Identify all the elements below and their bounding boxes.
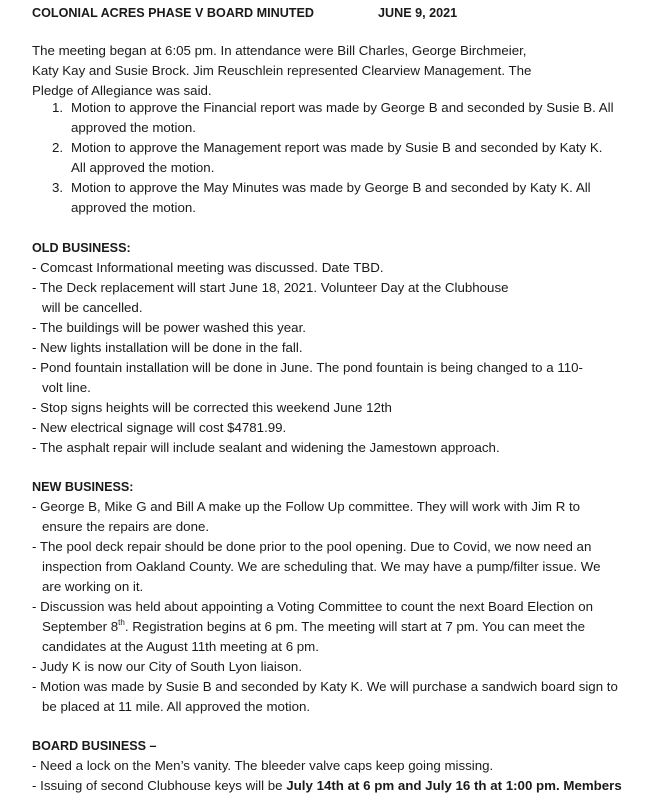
intro-paragraph [32, 41, 642, 101]
motion-text: Motion to approve the Financial report was made by George B and seconded by Susie B. All [71, 100, 614, 115]
motions-list [32, 98, 642, 218]
list-item: - Need a lock on the Men’s vanity. The bleeder valve caps keep going missing. [32, 758, 494, 773]
section-heading: OLD BUSINESS: [32, 241, 131, 255]
list-item: - New electrical signage will cost $4781.99. [32, 420, 287, 435]
old-business-section [32, 238, 642, 458]
list-item-continuation: will be cancelled. [42, 300, 143, 315]
meeting-date: JUNE 9, 2021 [378, 6, 458, 20]
motion-item [32, 138, 642, 178]
key-dates-text: July 14th at 6 pm and July 16 th at 1:00 pm. Members [286, 778, 622, 793]
list-item-continuation [32, 617, 642, 637]
ordinal-suffix: th [118, 617, 125, 627]
motion-text: Motion to approve the Management report was made by Susie B and seconded by Katy K. [71, 140, 603, 155]
motion-text: All approved the motion. [71, 160, 215, 175]
list-item-text: - Issuing of second Clubhouse keys will be [32, 778, 287, 793]
list-item: - The buildings will be power washed this year. [32, 320, 306, 335]
list-item-continuation: inspection from Oakland County. We are scheduling that. We may have a pump/filter issue. We [42, 559, 601, 574]
list-item: - Stop signs heights will be corrected this weekend June 12th [32, 400, 392, 415]
list-item: - The pool deck repair should be done prior to the pool opening. Due to Covid, we now need an [32, 539, 592, 554]
intro-line: The meeting began at 6:05 pm. In attendance were Bill Charles, George Birchmeier, [32, 43, 527, 58]
document-title-line [32, 3, 642, 23]
new-business-section [32, 477, 642, 717]
section-heading: NEW BUSINESS: [32, 480, 134, 494]
list-item: - Discussion was held about appointing a Voting Committee to count the next Board Election on [32, 599, 594, 614]
list-item: - George B, Mike G and Bill A make up the Follow Up committee. They will work with Jim R to [32, 499, 581, 514]
date-text: September 8 [42, 619, 119, 634]
motion-item [32, 178, 642, 218]
section-heading: BOARD BUSINESS – [32, 739, 157, 753]
list-item-continuation: ensure the repairs are done. [42, 519, 210, 534]
list-item: - Motion was made by Susie B and seconded by Katy K. We will purchase a sandwich board sign to [32, 679, 618, 694]
list-item-continuation: be placed at 11 mile. All approved the motion. [42, 699, 311, 714]
list-item [32, 776, 642, 796]
list-item: - The asphalt repair will include sealant and widening the Jamestown approach. [32, 440, 500, 455]
intro-line: Pledge of Allegiance was said. [32, 83, 212, 98]
motion-item [32, 98, 642, 138]
motion-text: approved the motion. [71, 120, 196, 135]
intro-line: Katy Kay and Susie Brock. Jim Reuschlein represented Clearview Management. The [32, 63, 532, 78]
list-item: - Pond fountain installation will be done in June. The pond fountain is being changed to a 110- [32, 360, 583, 375]
list-item: - Judy K is now our City of South Lyon liaison. [32, 659, 303, 674]
list-item-continuation: volt line. [42, 380, 91, 395]
list-item: - New lights installation will be done in the fall. [32, 340, 303, 355]
list-item-text: . Registration begins at 6 pm. The meeting will start at 7 pm. You can meet the [124, 619, 586, 634]
document-title: COLONIAL ACRES PHASE V BOARD MINUTED [32, 6, 314, 20]
list-item-continuation: are working on it. [42, 579, 144, 594]
motion-number: 1. [52, 100, 64, 115]
list-item: - Comcast Informational meeting was discussed. Date TBD. [32, 260, 384, 275]
motion-text: Motion to approve the May Minutes was made by George B and seconded by Katy K. All [71, 180, 591, 195]
list-item-continuation: candidates at the August 11th meeting at 6 pm. [42, 639, 319, 654]
list-item: - The Deck replacement will start June 18, 2021. Volunteer Day at the Clubhouse [32, 280, 509, 295]
motion-text: approved the motion. [71, 200, 196, 215]
motion-number: 3. [52, 180, 64, 195]
motion-number: 2. [52, 140, 64, 155]
board-business-section [32, 736, 642, 796]
